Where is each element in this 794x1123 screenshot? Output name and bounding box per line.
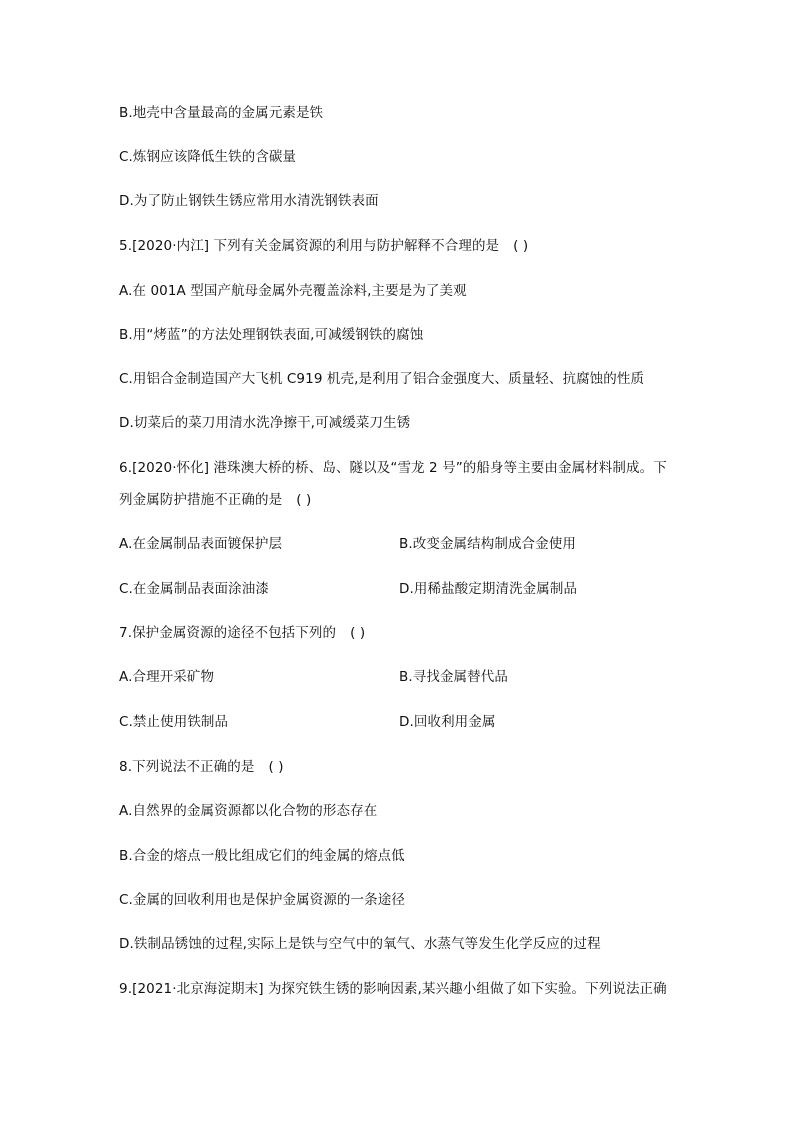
q8-stem-text: 8.下列说法不正确的是 xyxy=(119,759,255,775)
q6-stem-line2 xyxy=(119,491,311,509)
q8-option-d: D.铁制品锈蚀的过程,实际上是铁与空气中的氧气、水蒸气等发生化学反应的过程 xyxy=(119,936,601,952)
q6-stem-line1: 6.[2020·怀化] 港珠澳大桥的桥、岛、隧以及“雪龙 2 号”的船身等主要由金属材料制成。下 xyxy=(119,460,667,476)
q6-stem-text: 列金属防护措施不正确的是 xyxy=(119,492,283,508)
q5-option-c: C.用铝合金制造国产大飞机 C919 机壳,是利用了铝合金强度大、质量轻、抗腐蚀的性质 xyxy=(119,371,645,387)
q8-answer-bracket: ( ) xyxy=(268,759,284,775)
q6-option-b: B.改变金属结构制成合金使用 xyxy=(399,536,576,552)
q6-option-a: A.在金属制品表面镀保护层 xyxy=(119,536,283,552)
q7-stem-text: 7.保护金属资源的途径不包括下列的 xyxy=(119,625,337,641)
q5-option-a: A.在 001A 型国产航母金属外壳覆盖涂料,主要是为了美观 xyxy=(119,283,467,299)
q5-stem xyxy=(119,237,528,255)
q5-option-d: D.切菜后的菜刀用清水洗净擦干,可减缓菜刀生锈 xyxy=(119,415,411,431)
q7-option-d: D.回收利用金属 xyxy=(399,714,496,730)
q6-answer-bracket: ( ) xyxy=(296,492,312,508)
q5-option-b: B.用“烤蓝”的方法处理钢铁表面,可减缓钢铁的腐蚀 xyxy=(119,327,424,343)
q7-option-a: A.合理开采矿物 xyxy=(119,669,215,685)
q9-stem: 9.[2021·北京海淀期末] 为探究铁生锈的影响因素,某兴趣小组做了如下实验。下列说法正确 xyxy=(119,981,667,997)
q7-answer-bracket: ( ) xyxy=(350,625,366,641)
q7-option-c: C.禁止使用铁制品 xyxy=(119,714,229,730)
q5-answer-bracket: ( ) xyxy=(513,238,529,254)
q5-stem-text: 5.[2020·内江] 下列有关金属资源的利用与防护解释不合理的是 xyxy=(119,238,500,254)
q6-option-d: D.用稀盐酸定期清洗金属制品 xyxy=(399,581,578,597)
q8-option-a: A.自然界的金属资源都以化合物的形态存在 xyxy=(119,803,378,819)
q7-option-b: B.寻找金属替代品 xyxy=(399,669,508,685)
q4-option-d: D.为了防止钢铁生锈应常用水清洗钢铁表面 xyxy=(119,193,379,209)
q8-option-c: C.金属的回收利用也是保护金属资源的一条途径 xyxy=(119,892,405,908)
q7-stem xyxy=(119,624,365,642)
q4-option-c: C.炼钢应该降低生铁的含碳量 xyxy=(119,149,297,165)
q4-option-b: B.地壳中含量最高的金属元素是铁 xyxy=(119,105,324,121)
q8-stem xyxy=(119,758,284,776)
q6-option-c: C.在金属制品表面涂油漆 xyxy=(119,581,269,597)
q8-option-b: B.合金的熔点一般比组成它们的纯金属的熔点低 xyxy=(119,848,405,864)
